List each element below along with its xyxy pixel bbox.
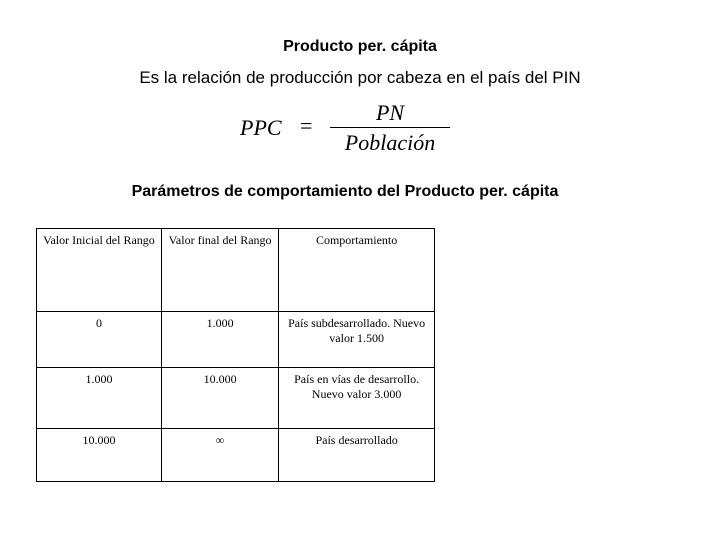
- page-title: Producto per. cápita: [283, 38, 437, 55]
- table-cell: País en vías de desarrollo. Nuevo valor 3.000: [279, 368, 435, 429]
- table-cell: País subdesarrollado. Nuevo valor 1.500: [279, 312, 435, 368]
- parameters-table: [36, 228, 435, 482]
- header-cell: Valor final del Rango: [161, 229, 278, 312]
- formula-fraction: [330, 100, 450, 156]
- table-row: [37, 368, 435, 429]
- table-cell: 1.000: [161, 312, 278, 368]
- table-cell: 10.000: [37, 429, 162, 482]
- table-cell: 10.000: [161, 368, 278, 429]
- section-title: Parámetros de comportamiento del Producto per. cápita: [131, 183, 559, 200]
- formula-lhs: PPC: [240, 115, 282, 140]
- table-row: [37, 429, 435, 482]
- subtitle: Es la relación de producción por cabeza en el país del PIN: [139, 68, 581, 87]
- fraction-bar: [330, 127, 450, 128]
- ppc-formula: [238, 100, 458, 158]
- table-cell: 0: [37, 312, 162, 368]
- header-cell: Valor Inicial del Rango: [37, 229, 162, 312]
- table-header-row: [37, 229, 435, 312]
- formula-numerator: PN: [375, 100, 405, 125]
- table-cell: 1.000: [37, 368, 162, 429]
- table-cell: ∞: [161, 429, 278, 482]
- table-cell: País desarrollado: [279, 429, 435, 482]
- formula-denominator: Población: [344, 130, 436, 155]
- table-row: [37, 312, 435, 368]
- formula-equals: =: [300, 113, 313, 138]
- header-cell: Comportamiento: [279, 229, 435, 312]
